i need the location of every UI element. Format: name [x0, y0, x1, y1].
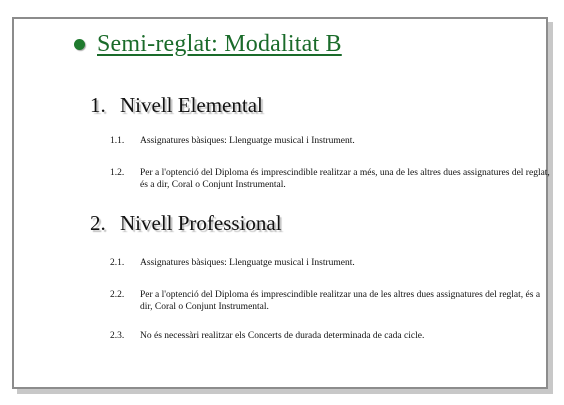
item-number: 2.2. — [110, 290, 125, 300]
section-title: Nivell Elemental — [120, 93, 263, 117]
section-number: 2. — [90, 211, 106, 235]
bullet-icon — [74, 39, 85, 50]
slide-frame — [12, 17, 548, 389]
section-number: 1. — [90, 93, 106, 117]
item-number: 2.3. — [110, 331, 125, 341]
slide-title: Semi-reglat: Modalitat B — [97, 31, 342, 57]
list-item — [110, 257, 550, 269]
item-text: Assignatures bàsiques: Llenguatge musical i Instrument. — [140, 258, 355, 268]
section-title: Nivell Professional — [120, 211, 282, 235]
section-heading-1 — [90, 93, 263, 118]
list-item — [110, 135, 550, 147]
item-text: Assignatures bàsiques: Llenguatge musical i Instrument. — [140, 136, 355, 146]
item-number: 1.1. — [110, 136, 125, 146]
section-heading-2 — [90, 211, 282, 236]
item-text: No és necessàri realitzar els Concerts de durada determinada de cada cicle. — [140, 331, 425, 341]
list-item — [110, 167, 550, 191]
item-text: Per a l'optenció del Diploma és imprescindible realitzar una de les altres dues assignatures del reglat, és a dir, Coral o Conjunt Instrumental. — [140, 290, 541, 312]
title-row — [74, 31, 342, 58]
item-number: 1.2. — [110, 168, 125, 178]
item-number: 2.1. — [110, 258, 125, 268]
list-item — [110, 289, 550, 313]
list-item — [110, 330, 550, 342]
item-text: Per a l'optenció del Diploma és imprescindible realitzar a més, una de les altres dues assignatures del reglat, és a dir, Coral o Conjunt Instrumental. — [140, 168, 550, 190]
